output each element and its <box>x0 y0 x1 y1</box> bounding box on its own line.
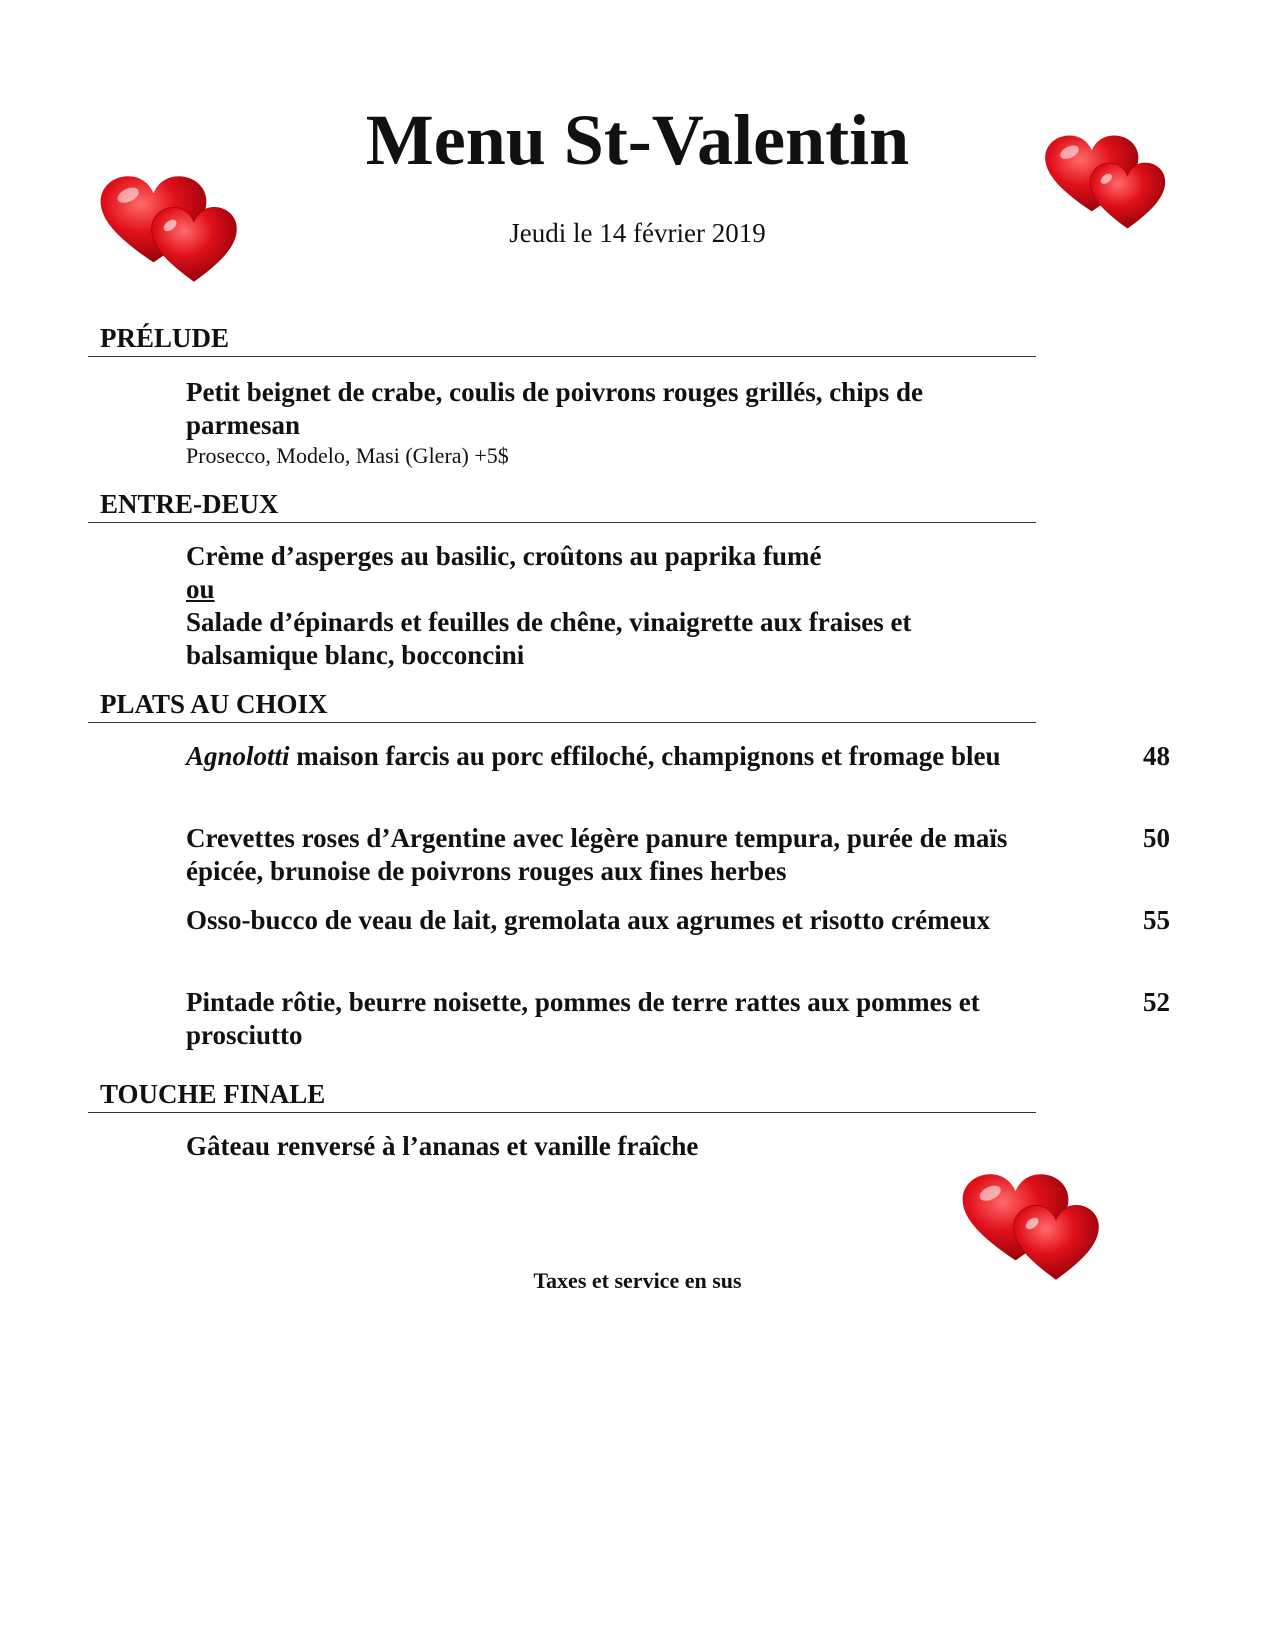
main-dish-item <box>186 740 1016 773</box>
section-heading-entre-deux <box>88 488 1036 523</box>
section-title: PRÉLUDE <box>100 323 230 353</box>
dish-price: 52 <box>1143 987 1170 1017</box>
double-heart-icon <box>958 1168 1103 1286</box>
main-dish-item <box>186 986 1016 1052</box>
dish-text: Pintade rôtie, beurre noisette, pommes de terre rattes aux pommes et prosciutto <box>186 987 980 1050</box>
dish-text: Osso-bucco de veau de lait, gremolata aux agrumes et risotto crémeux <box>186 905 991 935</box>
dish-option-1: Crème d’asperges au basilic, croûtons au paprika fumé <box>186 541 822 571</box>
menu-date: Jeudi le 14 février 2019 <box>509 218 766 248</box>
dish-italic-word: Agnolotti <box>186 741 290 771</box>
main-dish-item <box>186 822 1016 888</box>
dish-text: Gâteau renversé à l’ananas et vanille fraîche <box>186 1131 699 1161</box>
dish-text: Petit beignet de crabe, coulis de poivrons rouges grillés, chips de parmesan <box>186 377 923 440</box>
dish-text: maison farcis au porc effiloché, champignons et fromage bleu <box>289 741 1001 771</box>
section-title: PLATS AU CHOIX <box>100 689 328 719</box>
dish-price: 50 <box>1143 823 1170 853</box>
double-heart-icon <box>96 170 241 288</box>
or-separator: ou <box>186 574 215 604</box>
dish-price: 55 <box>1143 905 1170 935</box>
section-heading-plats <box>88 688 1036 723</box>
dish-price: 48 <box>1143 741 1170 771</box>
main-dish-item <box>186 904 1016 937</box>
section-heading-prelude <box>88 322 1036 357</box>
dessert-item <box>186 1130 1016 1163</box>
taxes-note: Taxes et service en sus <box>533 1268 742 1293</box>
section-title: ENTRE-DEUX <box>100 489 279 519</box>
dish-text: Crevettes roses d’Argentine avec légère panure tempura, purée de maïs épicée, brunoise de poivrons rouges aux fines herbes <box>186 823 1008 886</box>
section-heading-finale <box>88 1078 1036 1113</box>
prelude-item <box>186 376 1016 470</box>
wine-pairing: Prosecco, Modelo, Masi (Glera) +5$ <box>186 443 509 468</box>
page-title: Menu St-Valentin <box>365 100 910 180</box>
dish-option-2: Salade d’épinards et feuilles de chêne, vinaigrette aux fraises et balsamique blanc, bocconcini <box>186 607 912 670</box>
entre-deux-item <box>186 540 1016 672</box>
double-heart-icon <box>1040 130 1170 234</box>
section-title: TOUCHE FINALE <box>100 1079 326 1109</box>
